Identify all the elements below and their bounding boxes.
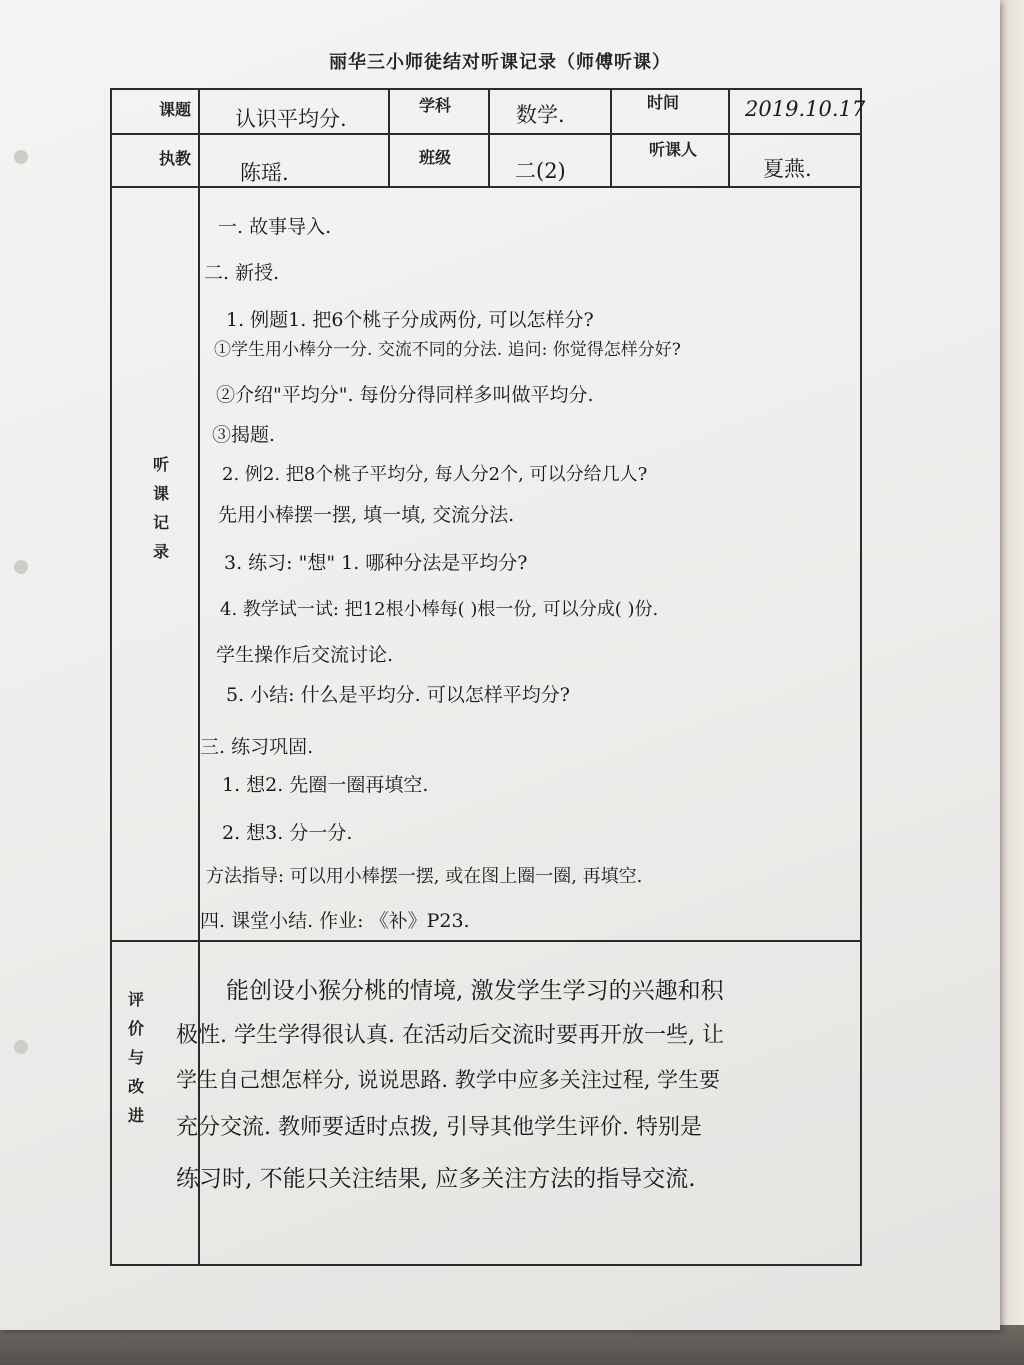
table-border-top: [110, 88, 862, 90]
binding-hole: [14, 150, 28, 164]
record-line: 2. 例2. 把8个桃子平均分, 每人分2个, 可以分给几人?: [222, 464, 648, 485]
binding-hole: [14, 1040, 28, 1054]
evaluation-line: 学生自己想怎样分, 说说思路. 教学中应多关注过程, 学生要: [176, 1068, 721, 1092]
row-divider: [110, 133, 862, 135]
table-border-left: [110, 88, 112, 1266]
column-divider: [610, 88, 612, 186]
record-line: 三. 练习巩固.: [200, 736, 314, 758]
record-line: ②介绍"平均分". 每份分得同样多叫做平均分.: [216, 384, 594, 406]
value-teacher: 陈瑶.: [240, 161, 289, 185]
table-border-bottom: [110, 1264, 862, 1266]
label-time: 时间: [646, 93, 679, 112]
record-line: ③揭题.: [212, 424, 276, 446]
backdrop-table: [0, 1325, 1024, 1365]
record-line: 二. 新授.: [204, 262, 280, 284]
form-title: 丽华三小师徒结对听课记录（师傅听课）: [329, 52, 671, 73]
binding-holes: [14, 0, 32, 1330]
column-divider: [728, 88, 730, 186]
record-line: 3. 练习: "想" 1. 哪种分法是平均分?: [224, 552, 528, 574]
record-line: 一. 故事导入.: [218, 216, 332, 238]
label-evaluation: 评价与改进: [127, 990, 144, 1125]
evaluation-line: 极性. 学生学得很认真. 在活动后交流时要再开放一些, 让: [176, 1023, 724, 1048]
value-topic: 认识平均分.: [235, 107, 347, 131]
value-time: 2019.10.17: [745, 97, 866, 121]
evaluation-line: 练习时, 不能只关注结果, 应多关注方法的指导交流.: [176, 1166, 696, 1192]
record-line: 1. 例题1. 把6个桃子分成两份, 可以怎样分?: [226, 309, 594, 331]
record-line: 四. 课堂小结. 作业: 《补》P23.: [200, 910, 470, 932]
column-divider: [388, 88, 390, 186]
record-line: 5. 小结: 什么是平均分. 可以怎样平均分?: [226, 684, 570, 706]
label-record: 听课记录: [152, 455, 169, 561]
label-class: 班级: [418, 148, 451, 167]
record-line: 1. 想2. 先圈一圈再填空.: [222, 774, 429, 796]
binding-hole: [14, 560, 28, 574]
value-subject: 数学.: [516, 103, 565, 127]
label-teacher: 执教: [158, 149, 191, 168]
evaluation-line: 能创设小猴分桃的情境, 激发学生学习的兴趣和积: [226, 978, 724, 1004]
row-divider: [110, 940, 862, 942]
evaluation-line: 充分交流. 教师要适时点拨, 引导其他学生评价. 特别是: [176, 1115, 702, 1140]
row-divider: [110, 186, 862, 188]
record-line: 2. 想3. 分一分.: [222, 822, 353, 844]
label-listener: 听课人: [648, 140, 697, 159]
record-line: 学生操作后交流讨论.: [216, 644, 394, 666]
record-line: 4. 教学试一试: 把12根小棒每( )根一份, 可以分成( )份.: [220, 599, 659, 620]
column-divider: [488, 88, 490, 186]
value-class: 二(2): [515, 159, 566, 183]
label-subject: 学科: [418, 96, 451, 115]
record-line: ①学生用小棒分一分. 交流不同的分法. 追问: 你觉得怎样分好?: [214, 340, 681, 360]
label-topic: 课题: [158, 100, 191, 119]
record-line: 先用小棒摆一摆, 填一填, 交流分法.: [218, 504, 515, 526]
record-line: 方法指导: 可以用小棒摆一摆, 或在图上圈一圈, 再填空.: [206, 866, 643, 887]
table-border-right: [860, 88, 862, 1266]
value-listener: 夏燕.: [763, 157, 812, 181]
